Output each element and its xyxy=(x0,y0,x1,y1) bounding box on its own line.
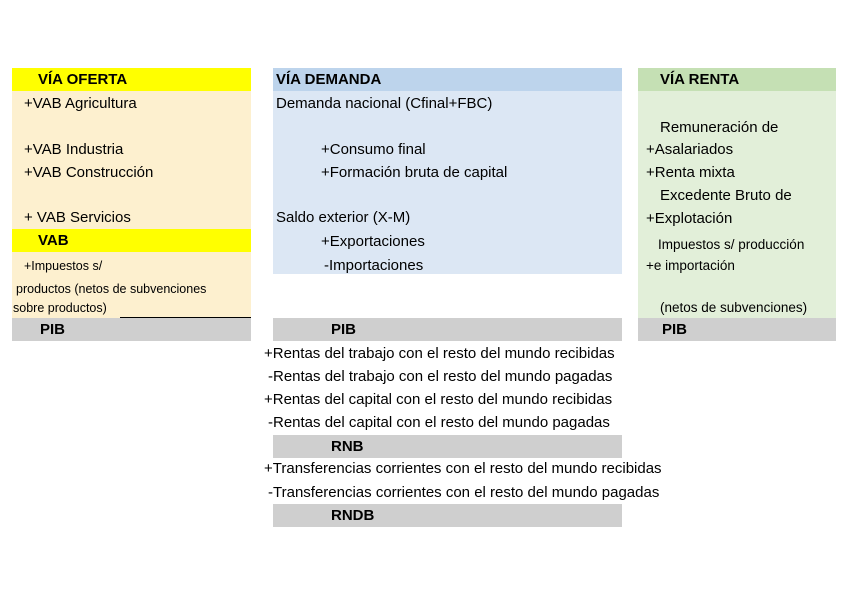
rnb-label: RNB xyxy=(331,438,364,455)
demanda-exportaciones: +Exportaciones xyxy=(321,233,425,250)
rnb-line-trabajo-recibidas: +Rentas del trabajo con el resto del mundo recibidas xyxy=(264,345,615,362)
renta-remuneracion-line1: Remuneración de xyxy=(660,119,779,136)
rnb-line-capital-recibidas: +Rentas del capital con el resto del mundo recibidas xyxy=(264,391,613,408)
renta-mixta: +Renta mixta xyxy=(646,164,735,181)
demanda-header: VÍA DEMANDA xyxy=(276,71,382,88)
demanda-importaciones: -Importaciones xyxy=(324,257,424,274)
renta-asalariados: +Asalariados xyxy=(646,141,734,158)
oferta-pib: PIB xyxy=(40,321,66,338)
oferta-item-construccion: +VAB Construcción xyxy=(24,164,154,181)
oferta-item-agricultura: +VAB Agricultura xyxy=(24,95,137,112)
oferta-header: VÍA OFERTA xyxy=(38,71,128,88)
rndb-label: RNDB xyxy=(331,507,375,524)
renta-header: VÍA RENTA xyxy=(660,71,740,88)
renta-pib: PIB xyxy=(662,321,688,338)
rnb-line-capital-pagadas: -Rentas del capital con el resto del mundo pagadas xyxy=(268,414,610,431)
oferta-item-industria: +VAB Industria xyxy=(24,141,124,158)
oferta-item-servicios: + VAB Servicios xyxy=(24,209,131,226)
oferta-impuestos-line3: sobre productos) xyxy=(13,301,107,315)
demanda-pib: PIB xyxy=(331,321,357,338)
rndb-line-transferencias-pagadas: -Transferencias corrientes con el resto del mundo pagadas xyxy=(268,484,660,501)
renta-excedente-line1: Excedente Bruto de xyxy=(660,187,792,204)
oferta-impuestos-line2: productos (netos de subvenciones xyxy=(16,282,207,296)
demanda-fbc: +Formación bruta de capital xyxy=(321,164,508,181)
demanda-nacional: Demanda nacional (Cfinal+FBC) xyxy=(276,95,493,112)
renta-impuestos-line1: Impuestos s/ producción xyxy=(658,237,805,252)
demanda-saldo-exterior: Saldo exterior (X-M) xyxy=(276,209,411,226)
rnb-line-trabajo-pagadas: -Rentas del trabajo con el resto del mundo pagadas xyxy=(268,368,613,385)
rndb-line-transferencias-recibidas: +Transferencias corrientes con el resto del mundo recibidas xyxy=(264,460,662,477)
renta-impuestos-line3: (netos de subvenciones) xyxy=(660,300,808,315)
oferta-vab: VAB xyxy=(38,232,69,249)
renta-impuestos-line2: +e importación xyxy=(646,258,735,273)
demanda-consumo-final: +Consumo final xyxy=(321,141,426,158)
oferta-impuestos-line1: +Impuestos s/ xyxy=(24,259,103,273)
rndb-bar xyxy=(273,504,622,527)
demanda-pib-bar xyxy=(273,318,622,341)
rnb-bar xyxy=(273,435,622,458)
renta-explotacion: +Explotación xyxy=(646,210,733,227)
